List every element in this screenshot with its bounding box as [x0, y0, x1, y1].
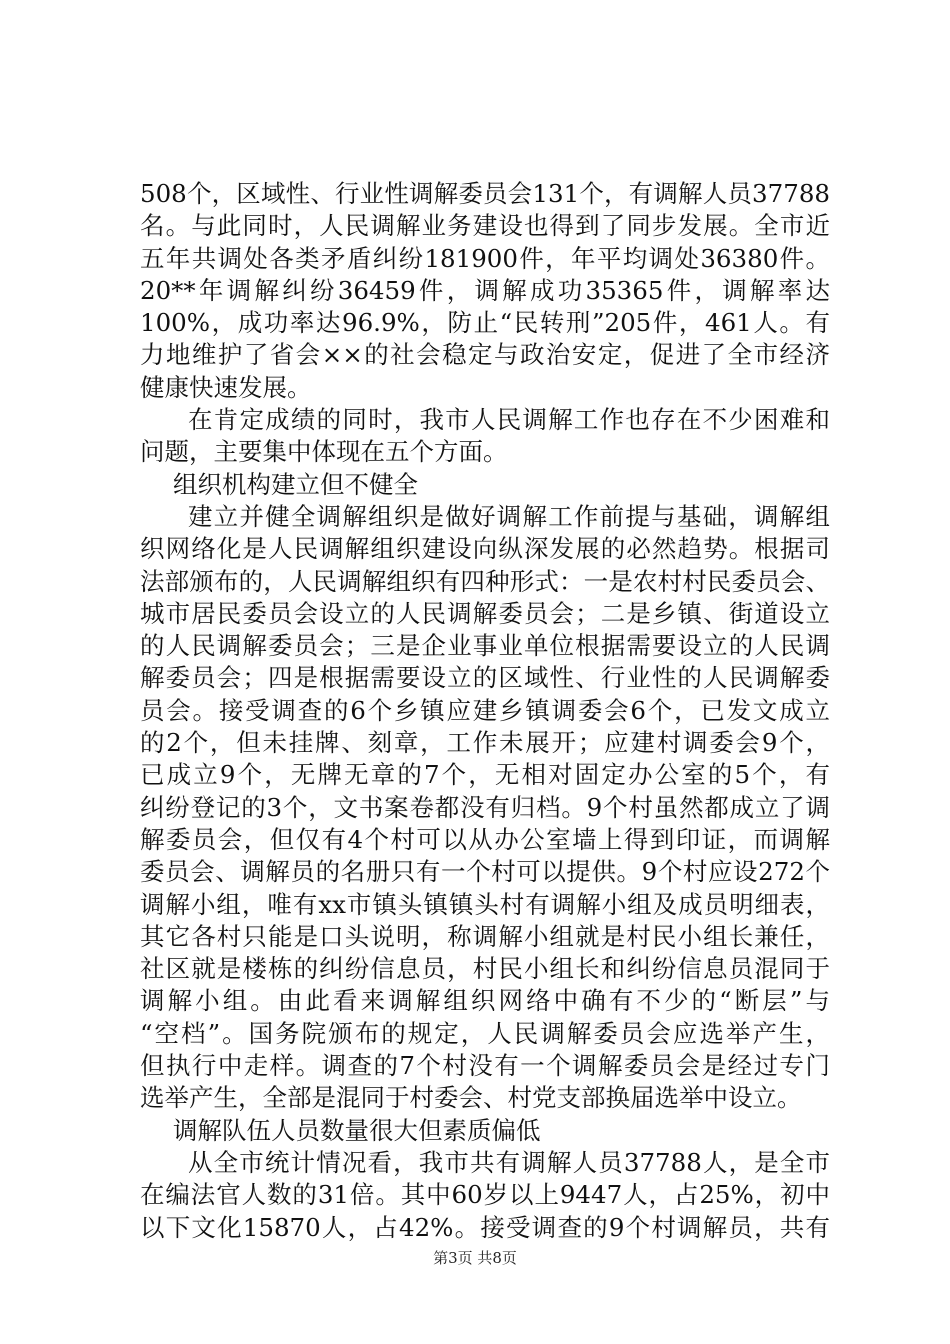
paragraph-line: 纠纷登记的3个，文书案卷都没有归档。9个村虽然都成立了调 — [140, 792, 830, 822]
paragraph-line: 织网络化是人民调解组织建设向纵深发展的必然趋势。根据司 — [140, 534, 830, 564]
section-heading — [140, 1115, 830, 1147]
paragraph-line: 但执行中走样。调查的7个村没有一个调解委员会是经过专门 — [140, 1051, 830, 1081]
document-body — [140, 178, 830, 1244]
paragraph — [140, 501, 830, 1115]
paragraph-line: 解委员会；四是根据需要设立的区域性、行业性的人民调解委 — [140, 663, 830, 693]
paragraph-line: 建立并健全调解组织是做好调解工作前提与基础，调解组 — [188, 501, 830, 531]
paragraph-line: 508个，区域性、行业性调解委员会131个，有调解人员37788 — [140, 179, 830, 208]
paragraph-line: 城市居民委员会设立的人民调解委员会；二是乡镇、街道设立 — [140, 598, 830, 628]
paragraph-line: 力地维护了省会××的社会稳定与政治安定，促进了全市经济 — [140, 340, 830, 370]
paragraph — [140, 404, 830, 469]
paragraph-line: 的2个，但未挂牌、刻章，工作未展开；应建村调委会9个， — [140, 728, 830, 758]
heading-text: 组织机构建立但不健全 — [173, 469, 418, 499]
paragraph-line: 其它各村只能是口头说明，称调解小组就是村民小组长兼任， — [140, 921, 830, 951]
paragraph-line: 五年共调处各类矛盾纠纷181900件，年平均调处36380件。 — [140, 243, 830, 273]
paragraph-line: 社区就是楼栋的纠纷信息员，村民小组长和纠纷信息员混同于 — [140, 954, 830, 984]
paragraph-line: 名。与此同时，人民调解业务建设也得到了同步发展。全市近 — [140, 211, 830, 241]
paragraph-line: 问题，主要集中体现在五个方面。 — [140, 437, 508, 467]
paragraph-line: 的人民调解委员会；三是企业事业单位根据需要设立的人民调 — [140, 631, 830, 661]
paragraph-line: 在肯定成绩的同时，我市人民调解工作也存在不少困难和 — [188, 405, 830, 435]
paragraph — [140, 178, 830, 404]
paragraph-line: 员会。接受调查的6个乡镇应建乡镇调委会6个，已发文成立 — [140, 695, 830, 725]
paragraph-line: 法部颁布的，人民调解组织有四种形式：一是农村村民委员会、 — [140, 566, 830, 596]
paragraph-line: 已成立9个，无牌无章的7个，无相对固定办公室的5个，有 — [140, 760, 830, 790]
paragraph-line: 解委员会，但仅有4个村可以从办公室墙上得到印证，而调解 — [140, 824, 830, 854]
paragraph-line: 20**年调解纠纷36459件，调解成功35365件，调解率达 — [140, 275, 830, 305]
heading-text: 调解队伍人员数量很大但素质偏低 — [173, 1115, 541, 1145]
paragraph — [140, 1147, 830, 1244]
paragraph-line: “空档”。国务院颁布的规定，人民调解委员会应选举产生， — [140, 1018, 830, 1048]
paragraph-line: 选举产生，全部是混同于村委会、村党支部换届选举中设立。 — [140, 1083, 802, 1113]
section-heading — [140, 469, 830, 501]
page-footer: 第3页 共8页 — [433, 1249, 517, 1267]
paragraph-line: 委员会、调解员的名册只有一个村可以提供。9个村应设272个 — [140, 857, 830, 887]
paragraph-line: 在编法官人数的31倍。其中60岁以上9447人，占25%，初中 — [140, 1180, 830, 1210]
paragraph-line: 以下文化15870人，占42%。接受调查的9个村调解员，共有 — [140, 1212, 830, 1242]
paragraph-line: 从全市统计情况看，我市共有调解人员37788人，是全市 — [188, 1147, 830, 1177]
paragraph-line: 调解小组。由此看来调解组织网络中确有不少的“断层”与 — [140, 986, 830, 1016]
paragraph-line: 健康快速发展。 — [140, 372, 312, 402]
paragraph-line: 100%，成功率达96.9%，防止“民转刑”205件，461人。有 — [140, 308, 830, 338]
paragraph-line: 调解小组，唯有xx市镇头镇镇头村有调解小组及成员明细表， — [140, 889, 830, 919]
